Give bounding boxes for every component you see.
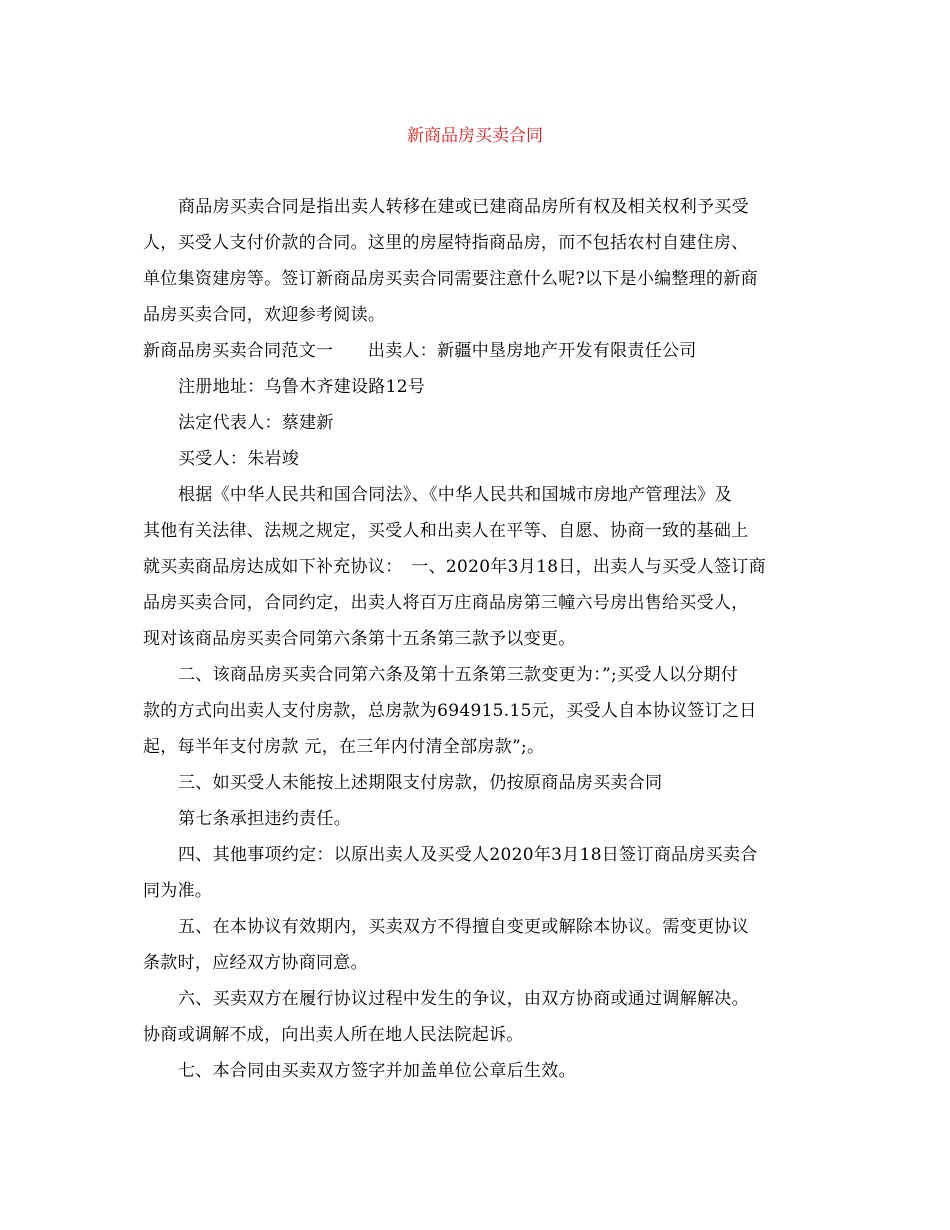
paragraph-line: 七、本合同由买卖双方签字并加盖单位公章后生效。 [178,1061,576,1081]
paragraph-line: 三、如买受人未能按上述期限支付房款，仍按原商品房买卖合同 [178,773,663,793]
paragraph-line: 五、在本协议有效期内，买卖双方不得擅自变更或解除本协议。需变更协议 [178,917,749,937]
paragraph-line: 六、买卖双方在履行协议过程中发生的争议，由双方协商或通过调解解决。 [178,989,749,1009]
paragraph-line: 协商或调解不成，向出卖人所在地人民法院起诉。 [143,1025,524,1045]
paragraph-line: 就买卖商品房达成如下补充协议： 一、2020年3月18日，出卖人与买受人签订商 [143,557,766,577]
paragraph-line: 人，买受人支付价款的合同。这里的房屋特指商品房，而不包括农村自建住房、 [143,233,749,253]
paragraph-line: 单位集资建房等。签订新商品房买卖合同需要注意什么呢?以下是小编整理的新商 [143,269,758,289]
paragraph-line: 根据《中华人民共和国合同法》、《中华人民共和国城市房地产管理法》及 [178,485,732,505]
paragraph-line: 商品房买卖合同是指出卖人转移在建或已建商品房所有权及相关权利予买受 [178,197,749,217]
paragraph-line: 起，每半年支付房款 元，在三年内付清全部房款”;。 [143,737,545,757]
paragraph-line: 条款时，应经双方协商同意。 [143,953,368,973]
paragraph-line: 四、其他事项约定：以原出卖人及买受人2020年3月18日签订商品房买卖合 [178,845,758,865]
paragraph-line: 其他有关法律、法规之规定，买受人和出卖人在平等、自愿、协商一致的基础上 [143,521,749,541]
paragraph-line: 款的方式向出卖人支付房款，总房款为694915.15元，买受人自本协议签订之日 [143,701,757,721]
paragraph-line: 买受人：朱岩竣 [178,449,300,469]
paragraph-line: 现对该商品房买卖合同第六条第十五条第三款予以变更。 [143,629,576,649]
paragraph-line: 二、该商品房买卖合同第六条及第十五条第三款变更为：”;买受人以分期付 [178,665,739,685]
paragraph-line: 注册地址：乌鲁木齐建设路12号 [178,377,426,397]
paragraph-line: 品房买卖合同，合同约定，出卖人将百万庄商品房第三幢六号房出售给买受人， [143,593,749,613]
paragraph-line: 品房买卖合同，欢迎参考阅读。 [143,305,386,325]
paragraph-line: 第七条承担违约责任。 [178,809,351,829]
paragraph-line: 新商品房买卖合同范文一 出卖人：新疆中垦房地产开发有限责任公司 [143,341,697,361]
paragraph-line: 同为准。 [143,881,213,901]
document-title: 新商品房买卖合同 [407,126,543,146]
paragraph-line: 法定代表人：蔡建新 [178,413,334,433]
